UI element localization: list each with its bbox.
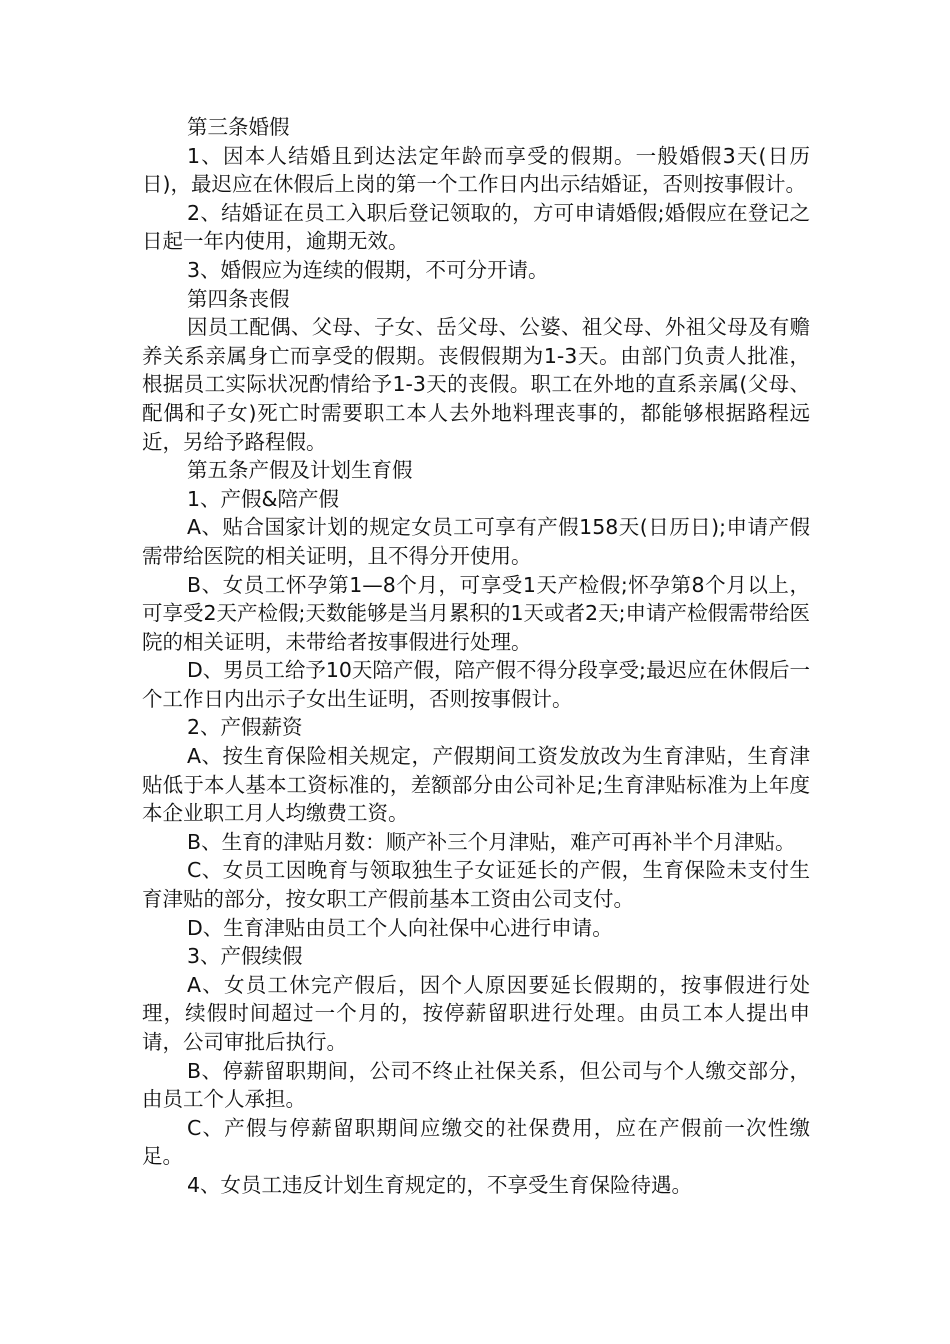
paragraph: C、女员工因晚育与领取独生子女证延长的产假，生育保险未支付生育津贴的部分，按女职工产假前基本工资由公司支付。 bbox=[142, 858, 810, 912]
paragraph: C、产假与停薪留职期间应缴交的社保费用，应在产假前一次性缴足。 bbox=[142, 1115, 810, 1169]
subheading: 2、产假薪资 bbox=[187, 715, 303, 740]
section-heading-bereavement-leave: 第四条丧假 bbox=[187, 286, 290, 311]
subheading: 3、产假续假 bbox=[187, 944, 303, 969]
document-page bbox=[142, 113, 810, 1200]
paragraph: D、生育津贴由员工个人向社保中心进行申请。 bbox=[187, 915, 613, 940]
section-heading-maternity-leave: 第五条产假及计划生育假 bbox=[187, 458, 413, 483]
paragraph: A、女员工休完产假后，因个人原因要延长假期的，按事假进行处理，续假时间超过一个月的，按停薪留职进行处理。由员工本人提出申请，公司审批后执行。 bbox=[142, 972, 810, 1054]
paragraph: 因员工配偶、父母、子女、岳父母、公婆、祖父母、外祖父母及有赡养关系亲属身亡而享受的假期。丧假假期为1-3天。由部门负责人批准，根据员工实际状况酌情给予1-3天的丧假。职工在外地的直系亲属(父母、配偶和子女)死亡时需要职工本人去外地料理丧事的，都能够根据路程远近，另给予路程假。 bbox=[142, 315, 810, 454]
paragraph: A、按生育保险相关规定，产假期间工资发放改为生育津贴，生育津贴低于本人基本工资标准的，差额部分由公司补足;生育津贴标准为上年度本企业职工月人均缴费工资。 bbox=[142, 744, 810, 826]
paragraph: D、男员工给予10天陪产假，陪产假不得分段享受;最迟应在休假后一个工作日内出示子女出生证明，否则按事假计。 bbox=[142, 658, 810, 711]
section-heading-marriage-leave: 第三条婚假 bbox=[187, 115, 290, 139]
paragraph: 3、婚假应为连续的假期，不可分开请。 bbox=[187, 257, 549, 282]
paragraph: B、女员工怀孕第1—8个月，可享受1天产检假;怀孕第8个月以上，可享受2天产检假;天数能够是当月累积的1天或者2天;申请产检假需带给医院的相关证明，未带给者按事假进行处理。 bbox=[142, 572, 810, 654]
paragraph: 2、结婚证在员工入职后登记领取的，方可申请婚假;婚假应在登记之日起一年内使用，逾期无效。 bbox=[142, 200, 810, 254]
paragraph: B、生育的津贴月数：顺产补三个月津贴，难产可再补半个月津贴。 bbox=[187, 829, 796, 854]
paragraph: B、停薪留职期间，公司不终止社保关系，但公司与个人缴交部分，由员工个人承担。 bbox=[142, 1058, 810, 1112]
paragraph: 1、因本人结婚且到达法定年龄而享受的假期。一般婚假3天(日历日)，最迟应在休假后上岗的第一个工作日内出示结婚证，否则按事假计。 bbox=[142, 143, 810, 197]
paragraph: 4、女员工违反计划生育规定的，不享受生育保险待遇。 bbox=[187, 1172, 693, 1197]
subheading: 1、产假&陪产假 bbox=[187, 486, 340, 511]
paragraph: A、贴合国家计划的规定女员工可享有产假158天(日历日);申请产假需带给医院的相关证明，且不得分开使用。 bbox=[142, 515, 810, 568]
